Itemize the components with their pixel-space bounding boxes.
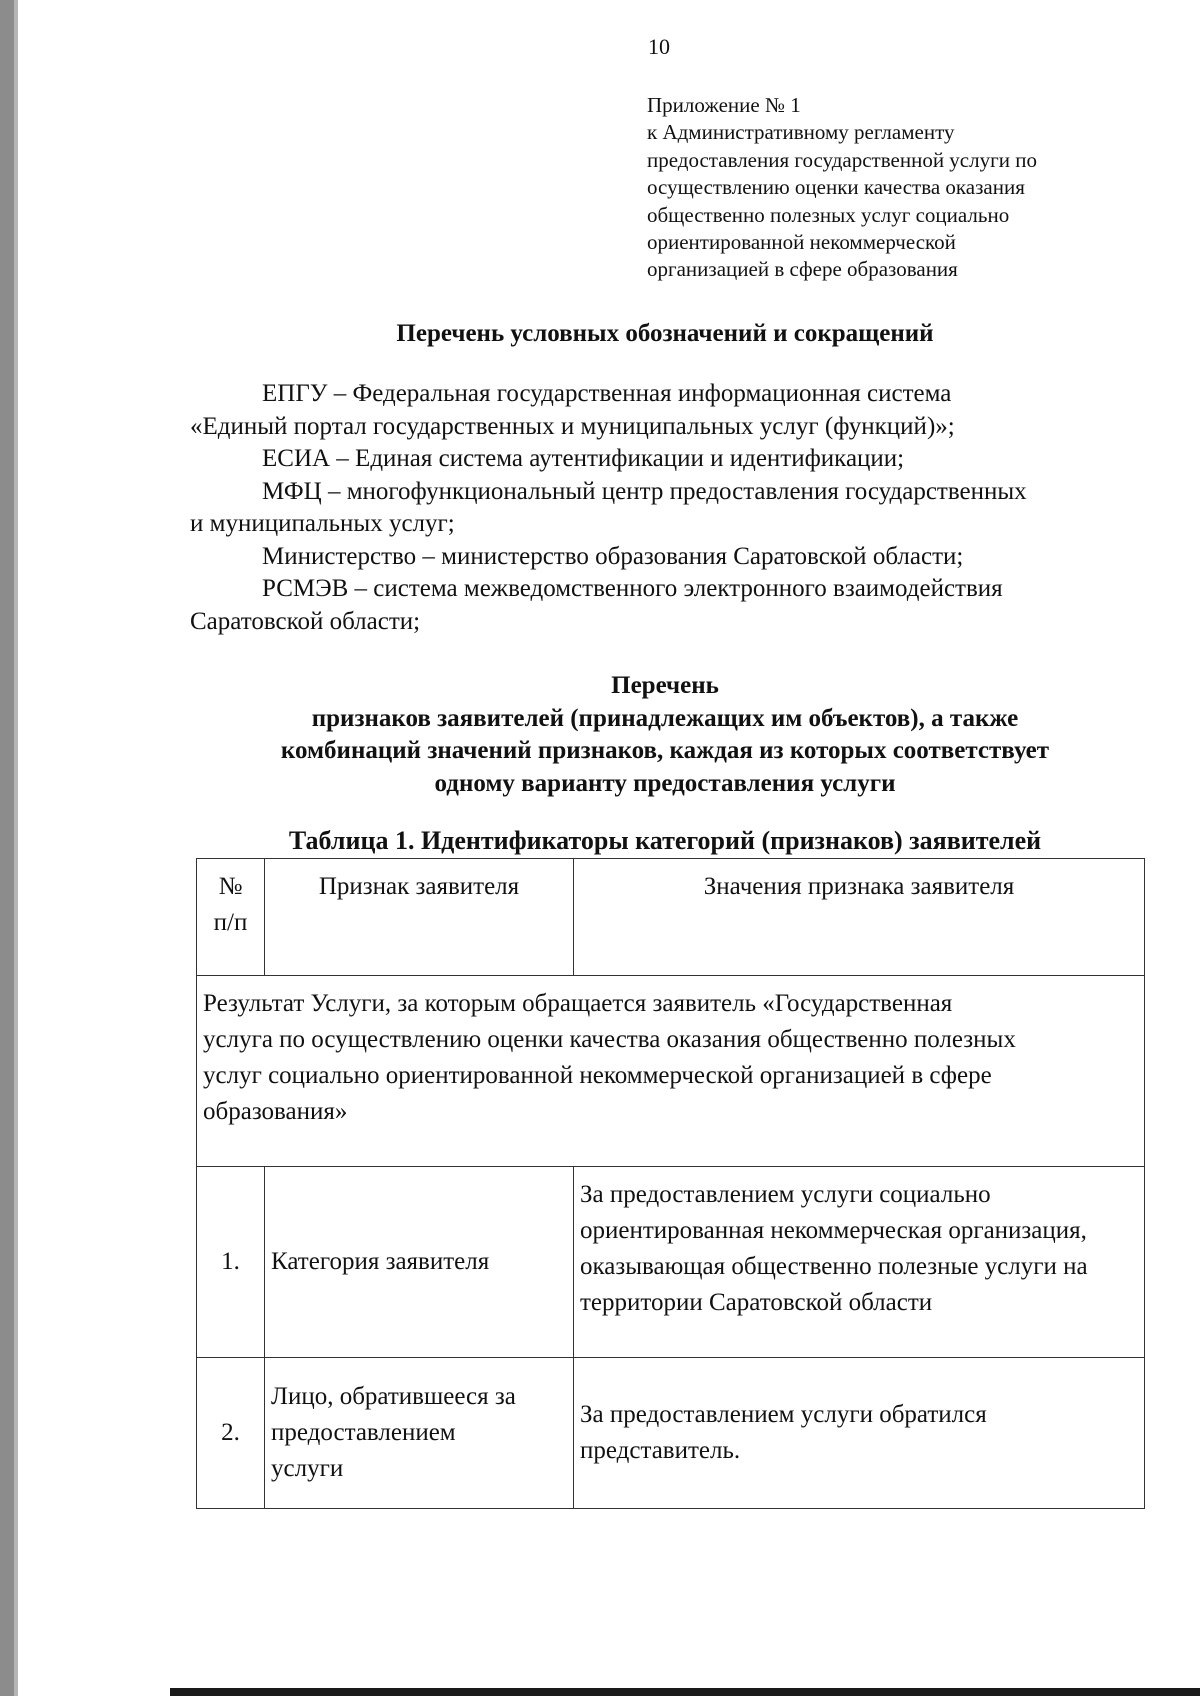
abbreviation-line: ЕСИА – Единая система аутентификации и идентификации; <box>262 445 905 472</box>
row-number: 2. <box>197 1358 265 1509</box>
scan-left-border <box>0 0 14 1696</box>
appendix-line: Приложение № 1 <box>647 93 801 117</box>
header-num <box>197 859 265 976</box>
abbreviation-line: Министерство – министерство образования Саратовской области; <box>262 542 964 570</box>
appendix-line: осуществлению оценки качества оказания <box>647 175 1025 200</box>
row-value-line: оказывающая общественно полезные услуги на <box>580 1253 1088 1280</box>
result-line: образования» <box>203 1098 348 1125</box>
applicant-criteria-table <box>196 858 1145 1509</box>
result-cell <box>197 976 1145 1167</box>
row-value-line: За предоставлением услуги социально <box>580 1181 991 1208</box>
table-caption: Таблица 1. Идентификаторы категорий (признаков) заявителей <box>288 826 1042 855</box>
row-value-line: территории Саратовской области <box>580 1289 933 1316</box>
row-attribute-line: Категория заявителя <box>271 1248 490 1275</box>
appendix-line: ориентированной некоммерческой <box>647 230 956 255</box>
abbreviation-line: ЕПГУ – Федеральная государственная информационная система <box>262 380 952 407</box>
header-values: Значения признака заявителя <box>574 859 1145 976</box>
appendix-note <box>647 92 1127 284</box>
abbreviations-title: Перечень условных обозначений и сокращений <box>396 320 934 347</box>
abbreviations-list <box>190 378 1140 638</box>
result-line: услуга по осуществлению оценки качества оказания общественно полезных <box>203 1026 1016 1053</box>
appendix-line: к Административному регламенту <box>647 120 955 145</box>
table-row <box>197 1358 1145 1509</box>
abbreviation-line: РСМЭВ – система межведомственного электронного взаимодействия <box>262 575 1003 602</box>
page-number: 10 <box>648 34 670 59</box>
row-attribute <box>265 1167 574 1358</box>
result-line: услуг социально ориентированной некоммерческой организацией в сфере <box>203 1062 992 1089</box>
header-attribute: Признак заявителя <box>265 859 574 976</box>
abbreviation-line: МФЦ – многофункциональный центр предоставления государственных <box>262 477 1027 505</box>
table-header-row <box>197 859 1145 976</box>
appendix-line: общественно полезных услуг социально <box>647 202 1010 227</box>
row-value-line: представитель. <box>580 1437 741 1464</box>
header-num-line: п/п <box>213 909 248 936</box>
criteria-title-line: комбинаций значений признаков, каждая из которых соответствует <box>280 737 1050 764</box>
abbreviation-line: «Единый портал государственных и муниципальных услуг (функций)»; <box>190 412 955 440</box>
row-attribute <box>265 1358 574 1509</box>
result-line: Результат Услуги, за которым обращается заявитель «Государственная <box>203 990 953 1017</box>
criteria-title-line: Перечень <box>611 672 719 699</box>
row-attribute-line: услуги <box>271 1455 344 1482</box>
criteria-title <box>190 670 1140 800</box>
scan-bottom-edge <box>170 1688 1200 1696</box>
table-result-row <box>197 976 1145 1167</box>
abbreviation-line: Саратовской области; <box>190 607 421 635</box>
row-attribute-line: предоставлением <box>271 1419 456 1446</box>
abbreviation-line: и муниципальных услуг; <box>190 510 455 537</box>
criteria-title-line: признаков заявителей (принадлежащих им объектов), а также <box>311 704 1019 732</box>
appendix-line: предоставления государственной услуги по <box>647 147 1037 172</box>
criteria-title-line: одному варианту предоставления услуги <box>434 769 896 797</box>
row-attribute-line: Лицо, обратившееся за <box>271 1383 516 1410</box>
row-value <box>574 1358 1145 1509</box>
table-row <box>197 1167 1145 1358</box>
row-value-line: За предоставлением услуги обратился <box>580 1401 987 1428</box>
row-number: 1. <box>197 1167 265 1358</box>
row-value <box>574 1167 1145 1358</box>
header-num-line: № <box>218 873 243 900</box>
row-value-line: ориентированная некоммерческая организация, <box>580 1217 1087 1244</box>
appendix-line: организацией в сфере образования <box>647 257 958 282</box>
